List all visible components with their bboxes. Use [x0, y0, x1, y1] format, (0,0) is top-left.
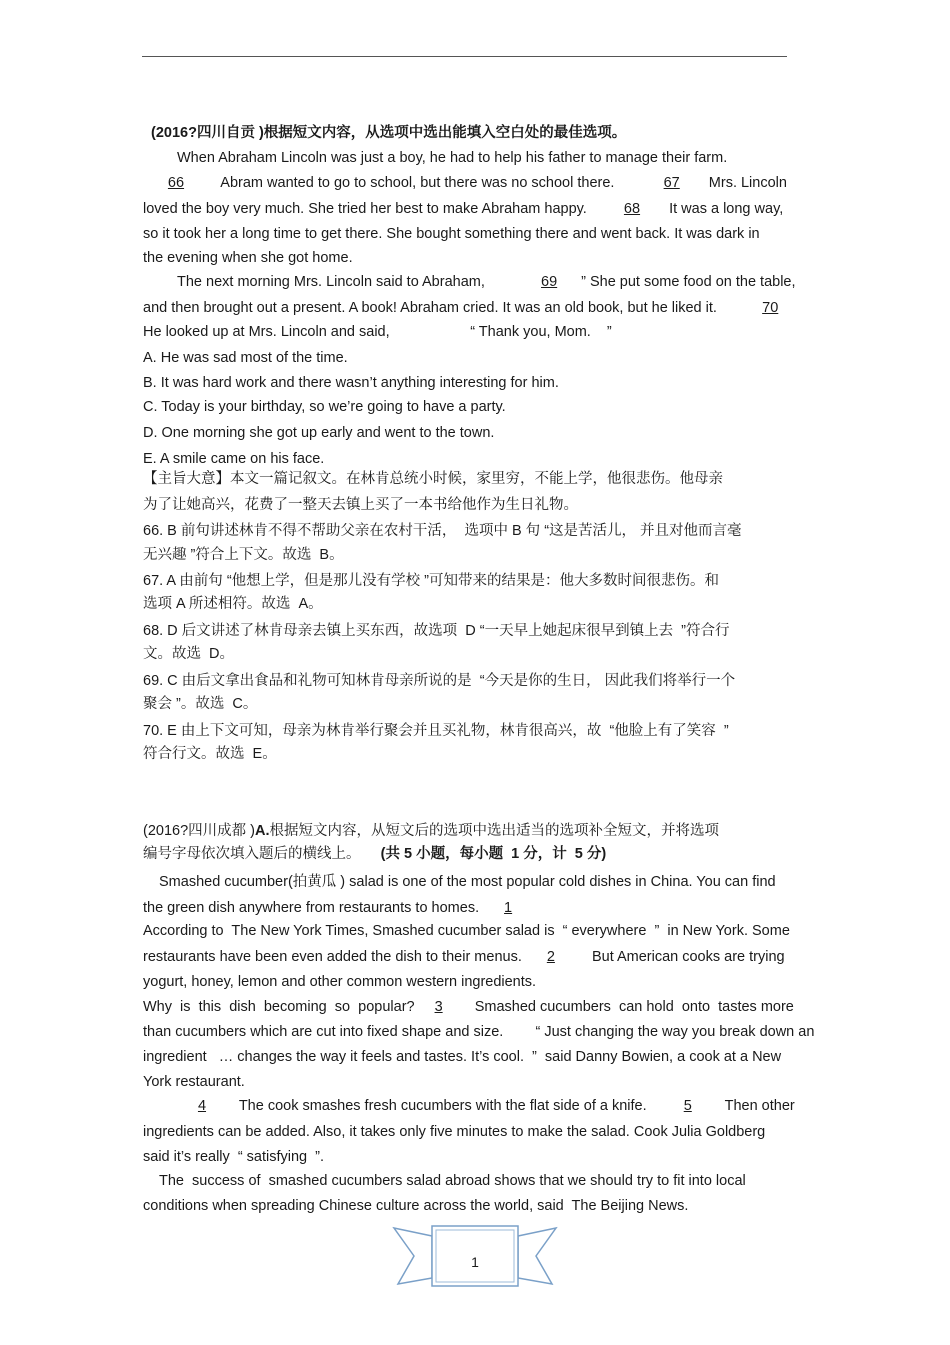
passage2-heading: (2016?四川成都 )A.根据短文内容，从短文后的选项中选出适当的选项补全短文，并将选项	[143, 823, 720, 839]
passage1-line: the evening when she got home.	[143, 250, 353, 266]
passage2-line: yogurt, honey, lemon and other common western ingredients.	[143, 974, 537, 990]
option-b: B. It was hard work and there wasn’t anything interesting for him.	[143, 375, 559, 391]
passage2-line: Why is this dish becoming so popular? 3 Smashed cucumbers can hold onto tastes more	[143, 999, 794, 1015]
passage2-line: said it’s really “ satisfying ”.	[143, 1149, 325, 1165]
passage1-line: so it took her a long time to get there. She bought something there and went back. It was dark in	[143, 226, 760, 242]
blank-3: 3	[434, 999, 443, 1015]
blank-70: 70	[762, 300, 779, 316]
explanation-66: 无兴趣 ”符合上下文。故选 B。	[143, 547, 344, 563]
passage2-line: ingredient … changes the way it feels and tastes. It’s cool. ” said Danny Bowien, a cook at a New	[143, 1049, 782, 1065]
passage1-line: When Abraham Lincoln was just a boy, he had to help his father to manage their farm.	[177, 150, 728, 166]
explanation-70: 70. E 由上下文可知，母亲为林肯举行聚会并且买礼物，林肯很高兴，故 “他脸上有了笑容 ”	[143, 723, 729, 739]
blank-2: 2	[546, 949, 555, 965]
blank-67: 67	[663, 175, 680, 191]
option-a: A. He was sad most of the time.	[143, 350, 348, 366]
explanation-67: 选项 A 所述相符。故选 A。	[143, 596, 323, 612]
blank-5: 5	[683, 1098, 692, 1114]
blank-66: 66	[167, 175, 185, 191]
option-c: C. Today is your birthday, so we’re going to have a party.	[143, 399, 506, 415]
explanation-68: 68. D 后文讲述了林肯母亲去镇上买东西，故选项 D “一天早上她起床很早到镇上去 ”符合行	[143, 623, 730, 639]
explanation-66: 66. B 前句讲述林肯不得不帮助父亲在农村干活， 选项中 B 句 “这是苦活儿， 并且对他而言毫	[143, 523, 742, 539]
passage1-heading: (2016?四川自贡 )根据短文内容，从选项中选出能填入空白处的最佳选项。	[151, 125, 627, 141]
blank-69: 69	[541, 274, 558, 290]
passage2-line: restaurants have been even added the dish to their menus. 2 But American cooks are trying	[143, 949, 785, 965]
page-number: 1	[471, 1254, 479, 1270]
passage2-line: The success of smashed cucumbers salad abroad shows that we should try to fit into local	[159, 1173, 746, 1189]
passage2-line: Smashed cucumber(拍黄瓜 ) salad is one of the most popular cold dishes in China. You can find	[159, 874, 776, 890]
explanation-69: 聚会 ”。故选 C。	[143, 696, 258, 712]
page-footer	[390, 1222, 560, 1292]
blank-68: 68	[623, 201, 641, 217]
passage2-line: than cucumbers which are cut into fixed shape and size. “ Just changing the way you break down an	[143, 1024, 815, 1040]
blank-4: 4	[197, 1098, 207, 1114]
passage2-line: 4 The cook smashes fresh cucumbers with the flat side of a knife. 5 Then other	[177, 1097, 795, 1115]
explanation-70: 符合行文。故选 E。	[143, 746, 277, 762]
blank-1: 1	[504, 900, 513, 916]
passage2-heading: 编号字母依次填入题后的横线上。 (共 5 小题，每小题 1 分，计 5 分)	[143, 846, 607, 862]
explanation-67: 67. A 由前句 “他想上学，但是那儿没有学校 ”可知带来的结果是：他大多数时间很悲伤。和	[143, 573, 719, 589]
summary-line: 为了让她高兴，花费了一整天去镇上买了一本书给他作为生日礼物。	[143, 497, 578, 513]
explanation-69: 69. C 由后文拿出食品和礼物可知林肯母亲所说的是 “今天是你的生日， 因此我们将举行一个	[143, 673, 736, 689]
passage2-line: York restaurant.	[143, 1074, 245, 1090]
passage2-line: conditions when spreading Chinese culture across the world, said The Beijing News.	[143, 1198, 689, 1214]
passage2-line: ingredients can be added. Also, it takes only five minutes to make the salad. Cook Julia Goldberg	[143, 1124, 766, 1140]
explanation-68: 文。故选 D。	[143, 646, 235, 662]
passage2-line: the green dish anywhere from restaurants to homes. 1	[143, 899, 537, 917]
option-d: D. One morning she got up early and went to the town.	[143, 425, 495, 441]
summary-line: 【主旨大意】本文一篇记叙文。在林肯总统小时候，家里穷，不能上学，他很悲伤。他母亲	[143, 471, 723, 487]
passage1-line: The next morning Mrs. Lincoln said to Abraham, 69 ” She put some food on the table,	[177, 274, 796, 290]
passage1-line: 66 Abram wanted to go to school, but there was no school there. 67 Mrs. Lincoln	[143, 174, 787, 192]
passage1-line: and then brought out a present. A book! Abraham cried. It was an old book, but he liked it. 70	[143, 299, 783, 317]
header-rule	[142, 56, 787, 57]
option-e: E. A smile came on his face.	[143, 451, 325, 467]
passage2-line: According to The New York Times, Smashed cucumber salad is “ everywhere ” in New York. Some	[143, 923, 790, 939]
passage1-line: loved the boy very much. She tried her best to make Abraham happy. 68 It was a long way,	[143, 201, 784, 217]
passage1-line: He looked up at Mrs. Lincoln and said, “ Thank you, Mom. ”	[143, 324, 612, 340]
